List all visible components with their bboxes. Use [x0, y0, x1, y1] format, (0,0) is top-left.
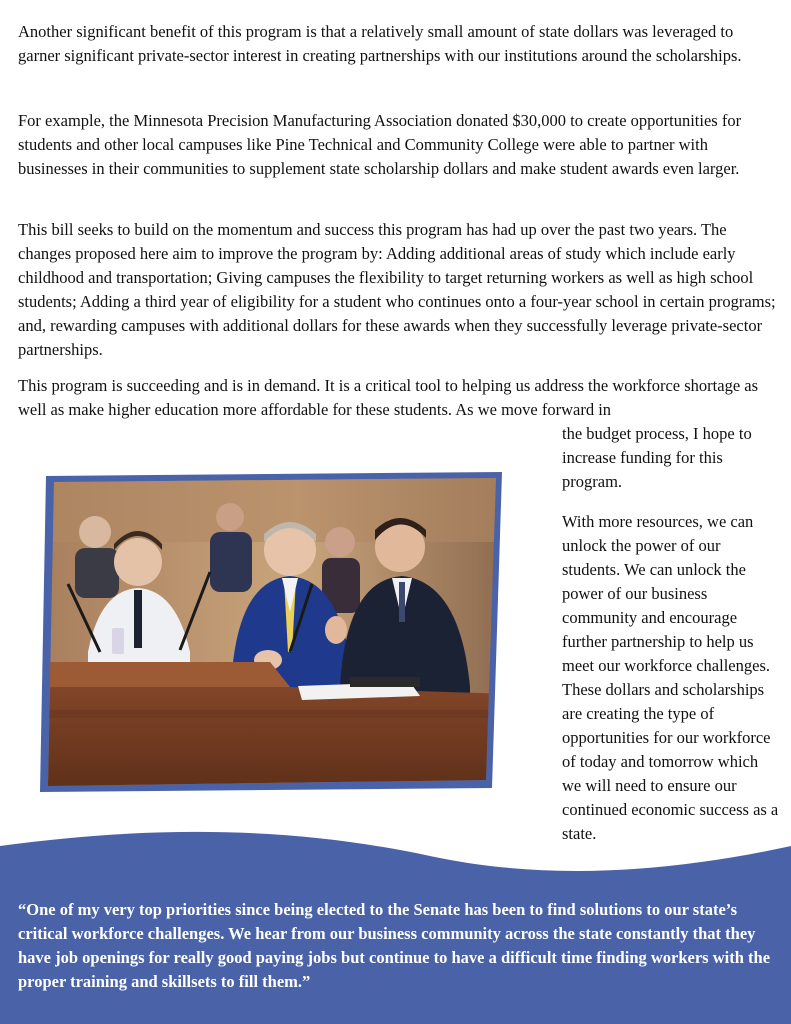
paragraph-demand: This program is succeeding and is in demand. It is a critical tool to helping us address the workforce shortage as well as make higher education more affordable for these students. As we move forward in	[18, 376, 759, 419]
paragraph-more-resources: With more resources, we can unlock the power of our students. We can unlock the power of our business community and encourage further partnership to help us meet our workforce challenges. These dollars and scholarships are creating the type of opportunities for our workforce of today and tomorrow which we will need to ensure our continued economic success as a state.	[562, 512, 779, 843]
paragraph-bill-changes: This bill seeks to build on the momentum and success this program has had up over the past two years. The changes proposed here aim to improve the program by: Adding additional areas of study which include early childhood and transportation; Giving campuses the flexibility to target returning workers as well as high school students; Adding a third year of eligibility for a student who continues onto a four-year school in certain programs; and, rewarding campuses with additional dollars for these awards when they successfully leverage private-sector partnerships.	[18, 220, 776, 359]
senator-quote: “One of my very top priorities since being elected to the Senate has been to find solutions to our state’s critical workforce challenges. We hear from our business community across the state constantly that they have job openings for really good paying jobs but continue to have a difficult time finding workers with the proper training and skillsets to fill them.”	[18, 900, 771, 991]
quote-banner	[0, 820, 791, 1024]
paragraph-demand-continued: the budget process, I hope to increase funding for this program.	[562, 424, 752, 491]
hearing-photo-illustration	[40, 472, 510, 792]
paragraph-partnerships: Another significant benefit of this program is that a relatively small amount of state dollars was leveraged to garner significant private-sector interest in creating partnerships with our institutions around the scholarships.	[18, 22, 742, 65]
paragraph-example: For example, the Minnesota Precision Manufacturing Association donated $30,000 to create opportunities for students and other local campuses like Pine Technical and Community College were able to partner with businesses in their communities to supplement state scholarship dollars and make student awards even larger.	[18, 111, 742, 178]
hearing-photo	[40, 472, 510, 792]
